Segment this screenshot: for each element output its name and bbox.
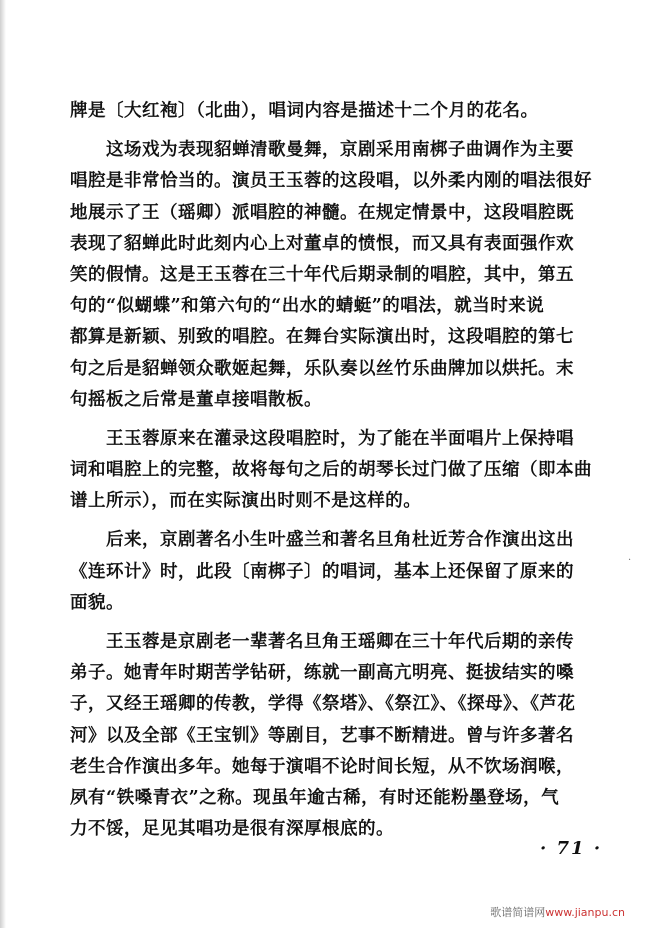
watermark-site-name: 歌谱简谱网 — [490, 906, 546, 919]
text-line: 《连环计》时，此段〔南梆子〕的唱词，基本上还保留了原来的 — [70, 561, 574, 582]
paragraph — [70, 525, 610, 619]
paragraph-gap — [70, 517, 610, 525]
paragraph — [70, 627, 610, 845]
text-line: 后来，京剧著名小生叶盛兰和著名旦角杜近芳合作演出这出 — [106, 530, 574, 551]
text-line: 这场戏为表现貂蝉清歌曼舞，京剧采用南梆子曲调作为主要 — [106, 140, 574, 161]
text-line: 面貌。 — [70, 592, 124, 613]
text-line: 弟子。她青年时期苦学钻研，练就一副高亢明亮、挺拔结实的嗓 — [70, 663, 574, 684]
paragraph-gap — [70, 416, 610, 424]
text-line: 牌是〔大红袍〕（北曲），唱词内容是描述十二个月的花名。 — [70, 101, 539, 121]
text-line: 力不馁，足见其唱功是很有深厚根底的。 — [70, 819, 394, 840]
text-line: 句的“似蝴蝶”和第六句的“出水的蜻蜓”的唱法，就当时来说 — [70, 296, 545, 317]
text-line: 唱腔是非常恰当的。演员王玉蓉的这段唱，以外柔内刚的唱法很好 — [70, 171, 592, 192]
text-line: 句摇板之后常是董卓接唱散板。 — [70, 389, 322, 410]
watermark — [490, 904, 625, 920]
body-text — [70, 96, 610, 845]
text-line: 词和唱腔上的完整，故将每句之后的胡琴长过门做了压缩（即本曲 — [70, 460, 592, 481]
text-line: 地展示了王（瑶卿）派唱腔的神髓。在规定情景中，这段唱腔既 — [70, 202, 574, 223]
text-line: 王玉蓉原来在灌录这段唱腔时，为了能在半面唱片上保持唱 — [106, 428, 574, 449]
text-line: 子，又经王瑶卿的传教，学得《祭塔》、《祭江》、《探母》、《芦花 — [70, 694, 576, 715]
paragraph — [70, 135, 610, 416]
text-line: 表现了貂蝉此时此刻内心上对董卓的愤恨，而又具有表面强作欢 — [70, 233, 574, 254]
text-line: 句之后是貂蝉领众歌姬起舞，乐队奏以丝竹乐曲牌加以烘托。末 — [70, 358, 574, 379]
text-line: 都算是新颖、别致的唱腔。在舞台实际演出时，这段唱腔的第七 — [70, 327, 574, 348]
paragraph-gap — [70, 127, 610, 135]
text-line: 河》以及全部《王宝钏》等剧目，艺事不断精进。曾与许多著名 — [70, 725, 574, 746]
paragraph — [70, 96, 610, 127]
page-binding-shadow — [0, 0, 6, 928]
page-number: · 71 · — [540, 838, 603, 859]
text-line: 王玉蓉是京剧老一辈著名旦角王瑶卿在三十年代后期的亲传 — [106, 632, 574, 652]
text-line: 谱上所示），而在实际演出时则不是这样的。 — [70, 491, 422, 512]
paragraph — [70, 424, 610, 518]
stray-mark: · — [628, 555, 632, 566]
text-line: 笑的假情。这是王玉蓉在三十年代后期录制的唱腔，其中，第五 — [70, 264, 574, 285]
text-line: 老生合作演出多年。她每于演唱不论时间长短，从不饮场润喉， — [70, 756, 574, 777]
text-line: 夙有“铁嗓青衣”之称。现虽年逾古稀，有时还能粉墨登场，气 — [70, 787, 560, 808]
paragraph-gap — [70, 619, 610, 627]
watermark-url: www.jianpu.cn — [545, 906, 625, 919]
